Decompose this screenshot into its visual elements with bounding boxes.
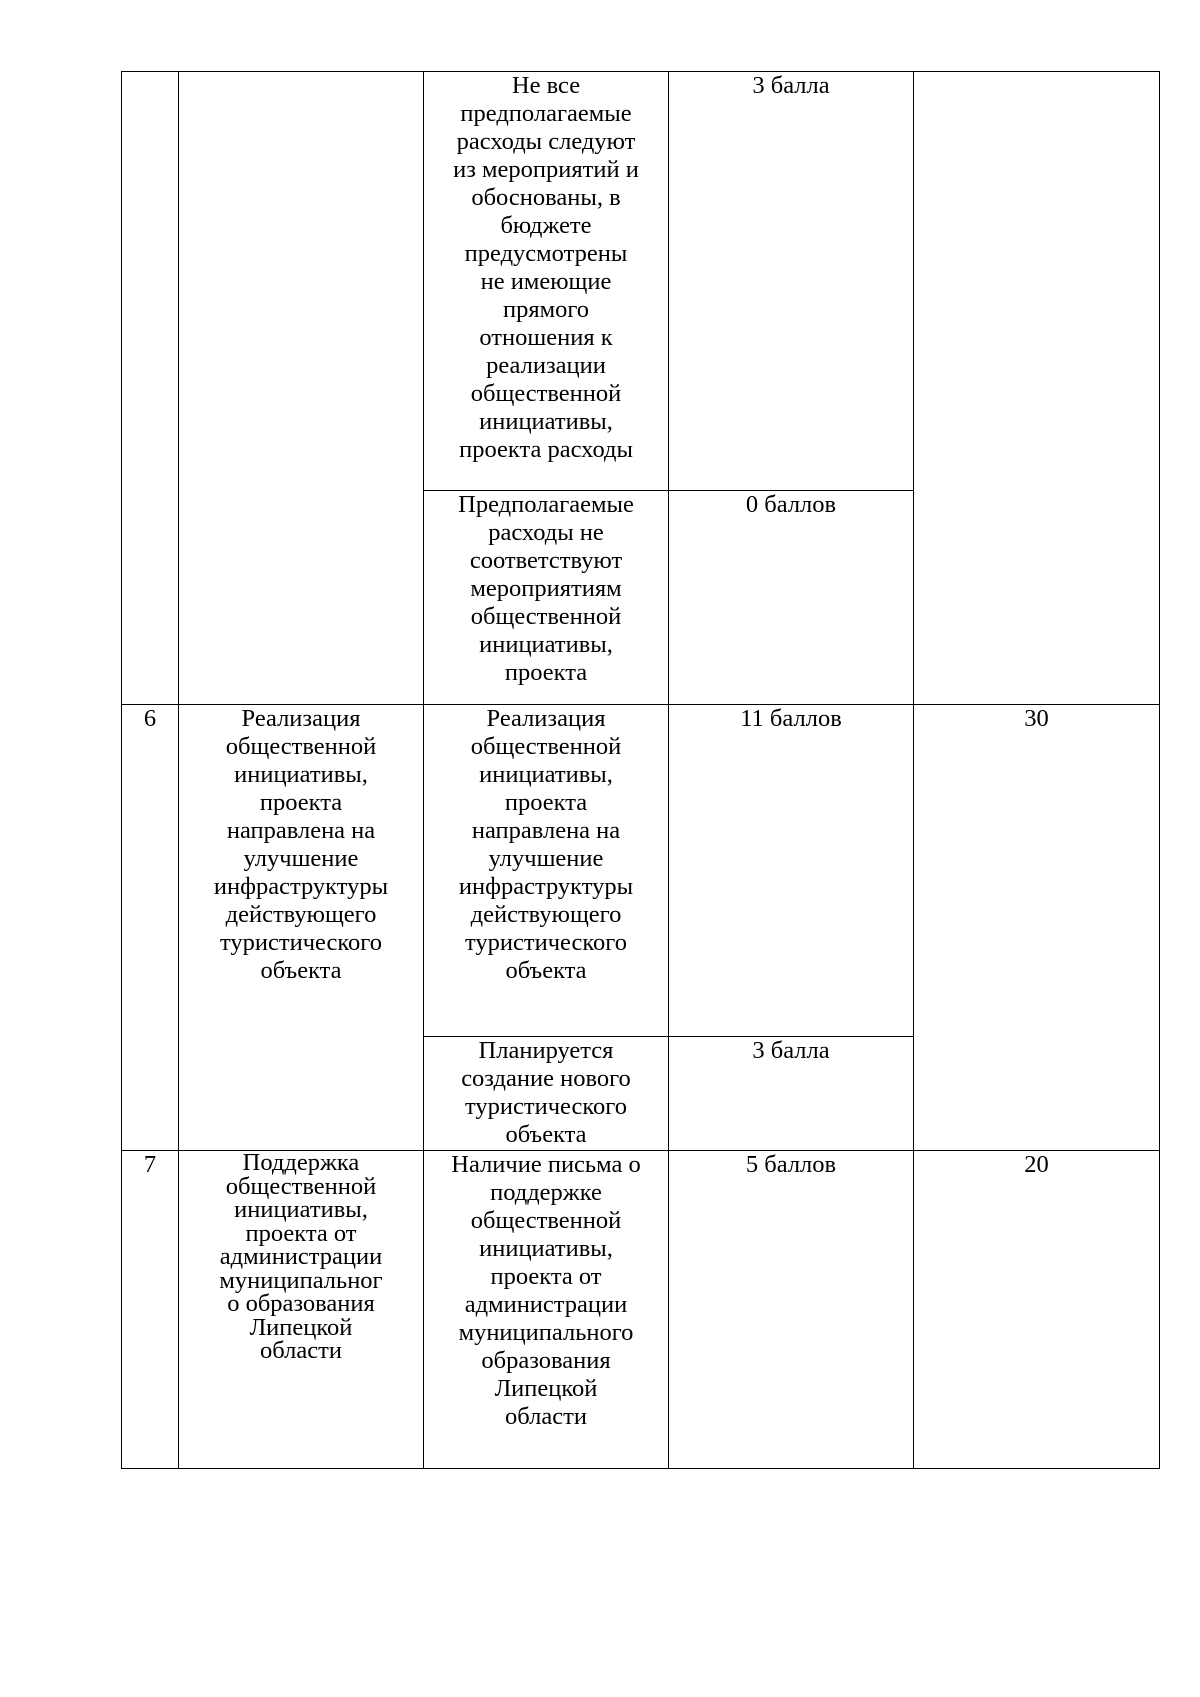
score-cell bbox=[669, 705, 914, 1037]
criterion-text: Поддержка общественной инициативы, проекта от администрации муниципальног о образования Липецкой области bbox=[219, 1150, 383, 1364]
option-description-cell bbox=[424, 491, 669, 705]
number-cell bbox=[122, 705, 179, 1151]
option-score: 3 балла bbox=[752, 1037, 830, 1064]
row-number: 7 bbox=[143, 1151, 157, 1178]
option-description: Реализация общественной инициативы, проекта направлена на улучшение инфраструктуры действующего туристического объекта bbox=[458, 705, 634, 984]
table-row bbox=[122, 72, 1160, 491]
option-description: Наличие письма о поддержке общественной инициативы, проекта от администрации муниципального образования Липецкой области bbox=[451, 1151, 641, 1430]
option-description-cell bbox=[424, 705, 669, 1037]
number-cell bbox=[122, 72, 179, 705]
option-score: 11 баллов bbox=[740, 705, 842, 732]
option-description-cell bbox=[424, 1037, 669, 1151]
criterion-cell bbox=[179, 1151, 424, 1469]
option-description-cell bbox=[424, 1151, 669, 1469]
table-row bbox=[122, 705, 1160, 1037]
criterion-weight: 30 bbox=[1024, 705, 1049, 732]
score-cell bbox=[669, 1037, 914, 1151]
criterion-weight: 20 bbox=[1024, 1151, 1049, 1178]
weight-cell bbox=[914, 705, 1160, 1151]
score-cell bbox=[669, 491, 914, 705]
option-description: Предполагаемые расходы не соответствуют мероприятиям общественной инициативы, проекта bbox=[458, 491, 634, 686]
number-cell bbox=[122, 1151, 179, 1469]
option-score: 0 баллов bbox=[745, 491, 837, 518]
option-description: Планируется создание нового туристического объекта bbox=[461, 1037, 631, 1148]
option-description: Не все предполагаемые расходы следуют из мероприятий и обоснованы, в бюджете предусмотрены не имеющие прямого отношения к реализации общественной инициативы, проекта расходы bbox=[453, 72, 639, 463]
criterion-cell bbox=[179, 72, 424, 705]
weight-cell bbox=[914, 72, 1160, 705]
score-cell bbox=[669, 1151, 914, 1469]
row-number: 6 bbox=[143, 705, 157, 732]
option-score: 5 баллов bbox=[745, 1151, 837, 1178]
option-description-cell bbox=[424, 72, 669, 491]
score-cell bbox=[669, 72, 914, 491]
table-row bbox=[122, 1151, 1160, 1469]
criterion-cell bbox=[179, 705, 424, 1151]
criterion-text: Реализация общественной инициативы, проекта направлена на улучшение инфраструктуры действующего туристического объекта bbox=[213, 705, 389, 984]
criteria-table bbox=[121, 71, 1160, 1469]
option-score: 3 балла bbox=[752, 72, 830, 99]
weight-cell bbox=[914, 1151, 1160, 1469]
